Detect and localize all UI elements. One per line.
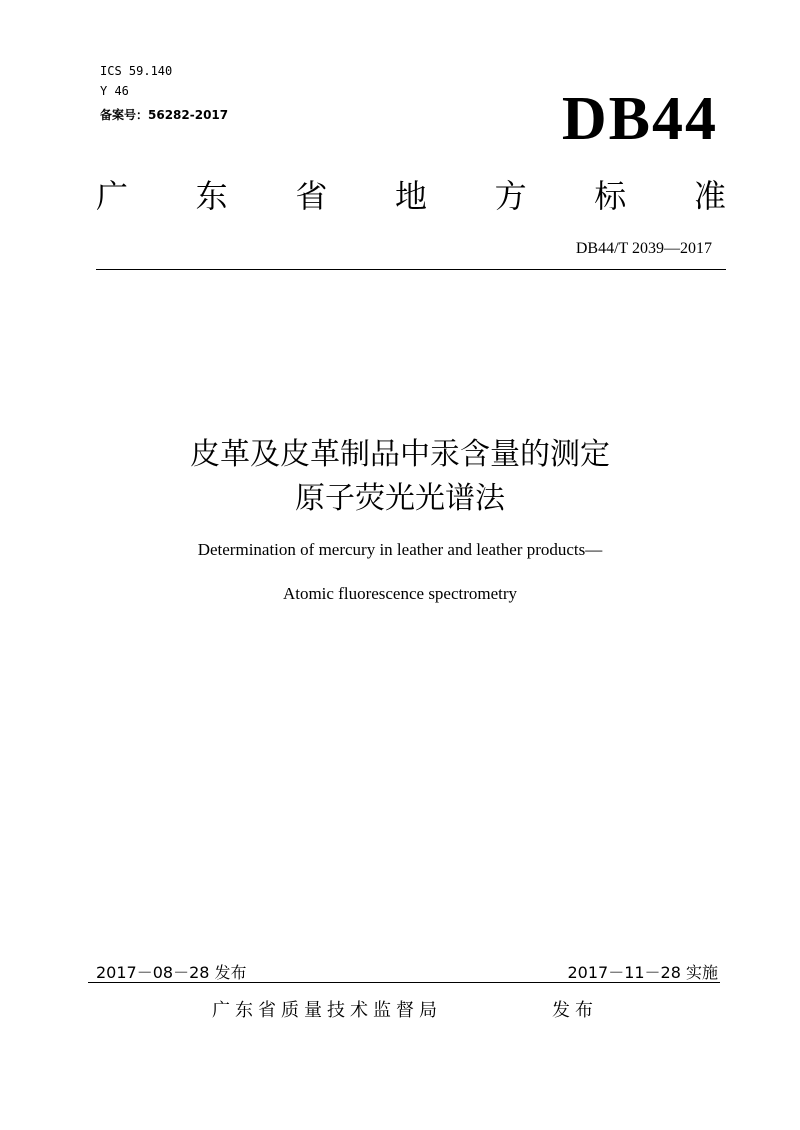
standard-type-char: 准 bbox=[693, 177, 726, 215]
header-divider bbox=[96, 269, 726, 270]
standard-type-char: 东 bbox=[195, 177, 228, 215]
english-title-line-1: Determination of mercury in leather and leather products— bbox=[197, 540, 603, 559]
standard-type-char: 省 bbox=[295, 177, 328, 215]
classification-code: Y 46 bbox=[100, 84, 129, 98]
issuing-authority: 广东省质量技术监督局 bbox=[212, 1000, 442, 1021]
standard-number: DB44/T 2039—2017 bbox=[575, 240, 712, 257]
standard-type-char: 广 bbox=[96, 177, 129, 215]
implementation-date: 2017－11－28 实施 bbox=[567, 963, 718, 982]
standard-type-char: 方 bbox=[494, 177, 527, 215]
standard-type bbox=[96, 177, 726, 215]
footer-divider bbox=[88, 982, 720, 983]
issue-label: 发布 bbox=[552, 1000, 598, 1021]
chinese-title-line-2: 原子荧光光谱法 bbox=[295, 481, 505, 516]
standard-type-char: 标 bbox=[594, 177, 627, 215]
standard-type-char: 地 bbox=[394, 177, 427, 215]
ics-code: ICS 59.140 bbox=[100, 64, 173, 78]
issue-date: 2017－08－28 发布 bbox=[96, 963, 247, 982]
english-title-line-2: Atomic fluorescence spectrometry bbox=[282, 584, 518, 603]
standard-mark: DB44 bbox=[561, 85, 718, 153]
filing-number: 备案号：56282-2017 bbox=[100, 108, 229, 122]
chinese-title-line-1: 皮革及皮革制品中汞含量的测定 bbox=[190, 437, 610, 472]
